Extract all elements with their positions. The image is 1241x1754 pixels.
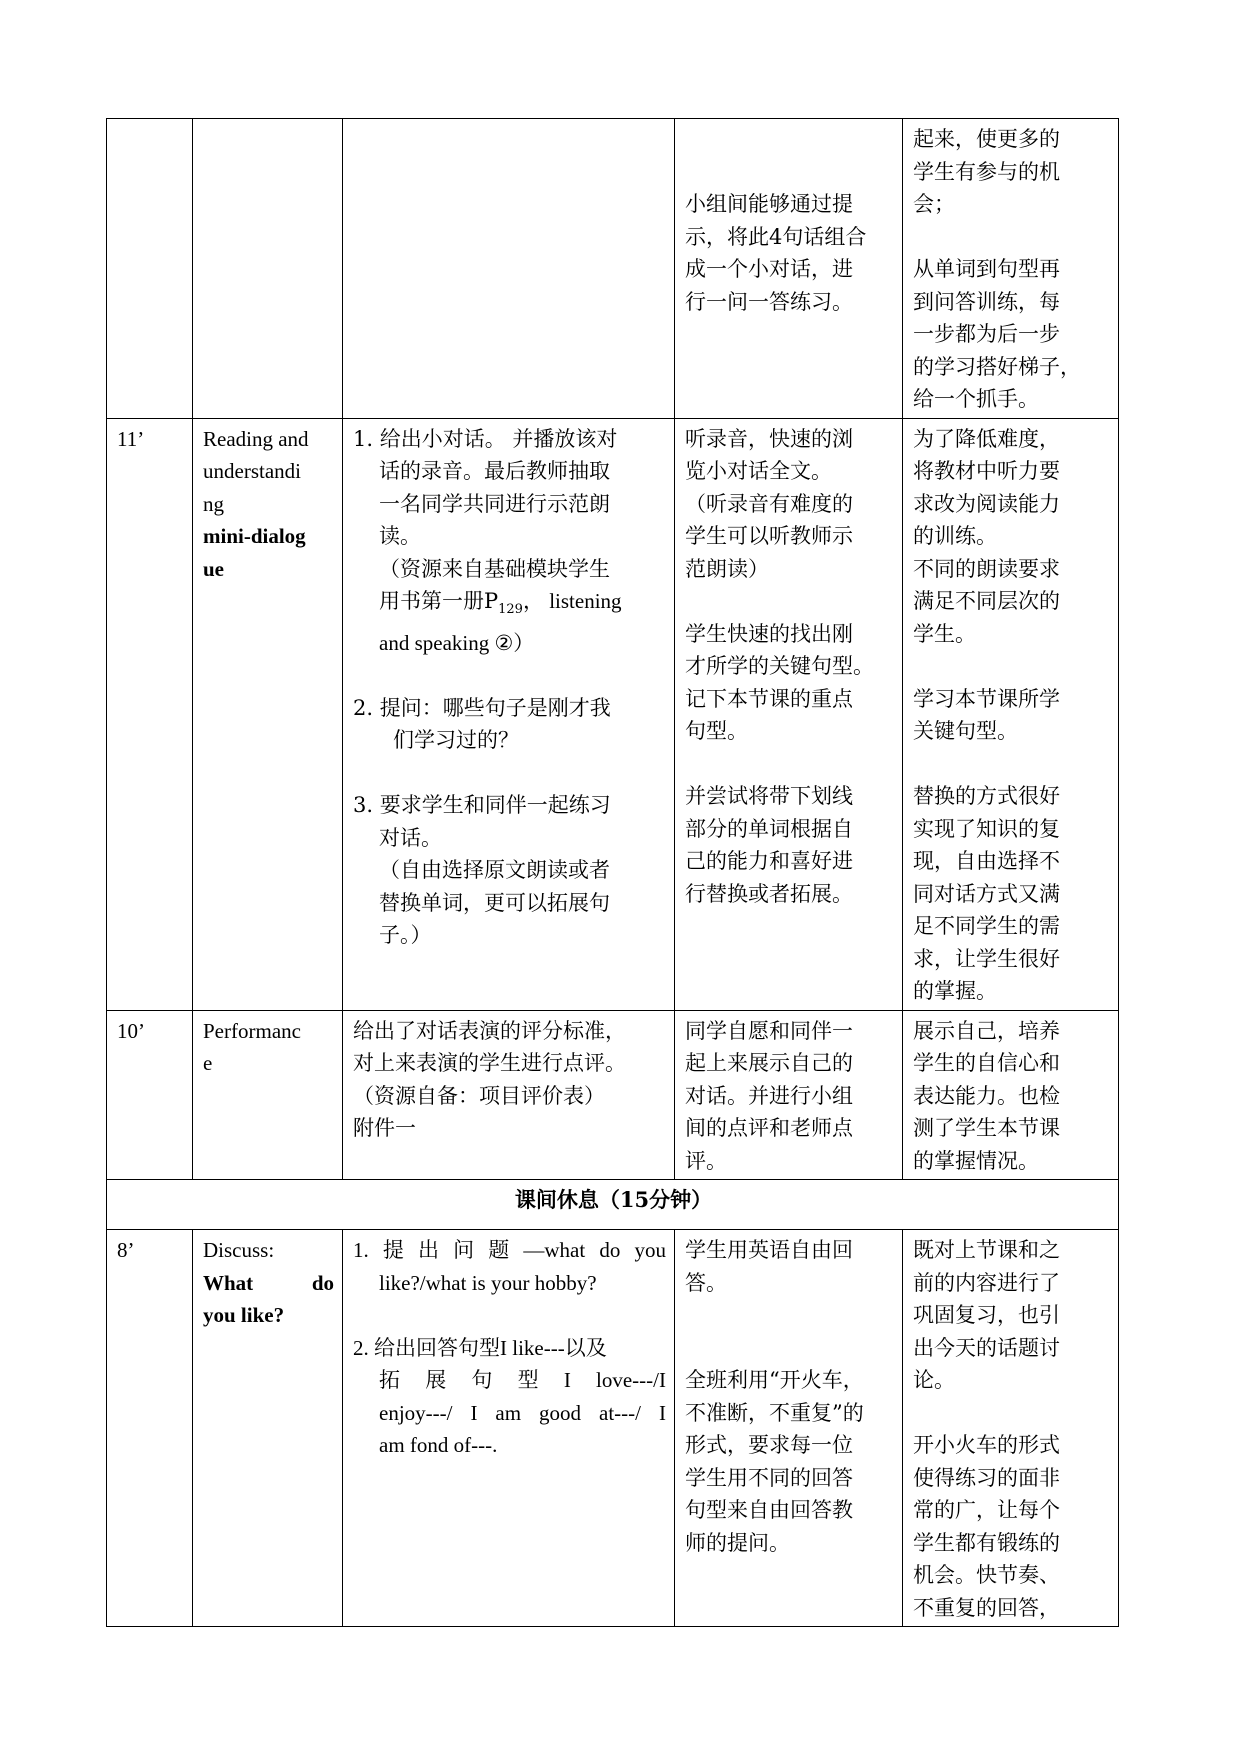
student-activity-cell: 听录音，快速的浏 览小对话全文。 （听录音有难度的 学生可以听教师示 范朗读） 学生快速的找出刚 才所学的关键句型。 记下本节课的重点 句型。 并尝试将带下划线 部分的单词根据自 己的能力和喜好进 行替换或者拓展。 [675,418,903,1010]
break-row [107,1180,1119,1230]
table-row [107,119,1119,419]
purpose-cell: 为了降低难度， 将教材中听力要 求改为阅读能力 的训练。 不同的朗读要求 满足不同层次的 学生。 学习本节课所学 关键句型。 替换的方式很好 实现了知识的复 现，自由选择不 同对话方式又满 足不同学生的需 求，让学生很好 的掌握。 [903,418,1119,1010]
table-row [107,418,1119,1010]
time-cell: 10’ [107,1010,193,1180]
teacher-activity-cell: 1. 提 出 问 题 —what do you like?/what is your hobby? 2. 给出回答句型I like---以及 拓 展 句 型 I love---/I enjoy---/ I am good at---/ I am fond of---. [343,1230,675,1627]
purpose-cell: 既对上节课和之 前的内容进行了 巩固复习，也引 出今天的话题讨 论。 开小火车的形式 使得练习的面非 常的广，让每个 学生都有锻练的 机会。快节奏、 不重复的回答， [903,1230,1119,1627]
student-activity-cell: 同学自愿和同伴一 起上来展示自己的 对话。并进行小组 间的点评和老师点 评。 [675,1010,903,1180]
purpose-cell: 起来，使更多的 学生有参与的机 会； 从单词到句型再 到问答训练，每 一步都为后一步 的学习搭好梯子， 给一个抓手。 [903,119,1119,419]
time-cell: 8’ [107,1230,193,1627]
table-row [107,1010,1119,1180]
stage-cell: Performanc e [193,1010,343,1180]
student-activity-cell: 学生用英语自由回 答。 全班利用“开火车， 不准断，不重复”的 形式，要求每一位 学生用不同的回答 句型来自由回答教 师的提问。 [675,1230,903,1627]
stage-cell: Reading and understandi ng mini-dialog ue [193,418,343,1010]
table-row [107,1230,1119,1627]
break-label: 课间休息（15分钟） [107,1180,1119,1230]
teacher-activity-cell [343,119,675,419]
purpose-cell: 展示自己，培养 学生的自信心和 表达能力。也检 测了学生本节课 的掌握情况。 [903,1010,1119,1180]
stage-cell [193,119,343,419]
teacher-activity-cell: 给出了对话表演的评分标准， 对上来表演的学生进行点评。 （资源自备：项目评价表） 附件一 [343,1010,675,1180]
lesson-plan-table [106,118,1119,1627]
student-activity-cell: 小组间能够通过提 示，将此4句话组合 成一个小对话，进 行一问一答练习。 [675,119,903,419]
time-cell: 11’ [107,418,193,1010]
teacher-activity-cell: 1. 给出小对话。 并播放该对 话的录音。最后教师抽取 一名同学共同进行示范朗 读。 （资源来自基础模块学生 用书第一册$P_{129}$， listening and speaking ②） 2. 提问：哪些句子是刚才我 们学习过的？ 3. 要求学生和同伴一起练习 对话。 （自由选择原文朗读或者 替换单词，更可以拓展句 子。） [343,418,675,1010]
time-cell [107,119,193,419]
stage-cell: Discuss: What do you like? [193,1230,343,1627]
